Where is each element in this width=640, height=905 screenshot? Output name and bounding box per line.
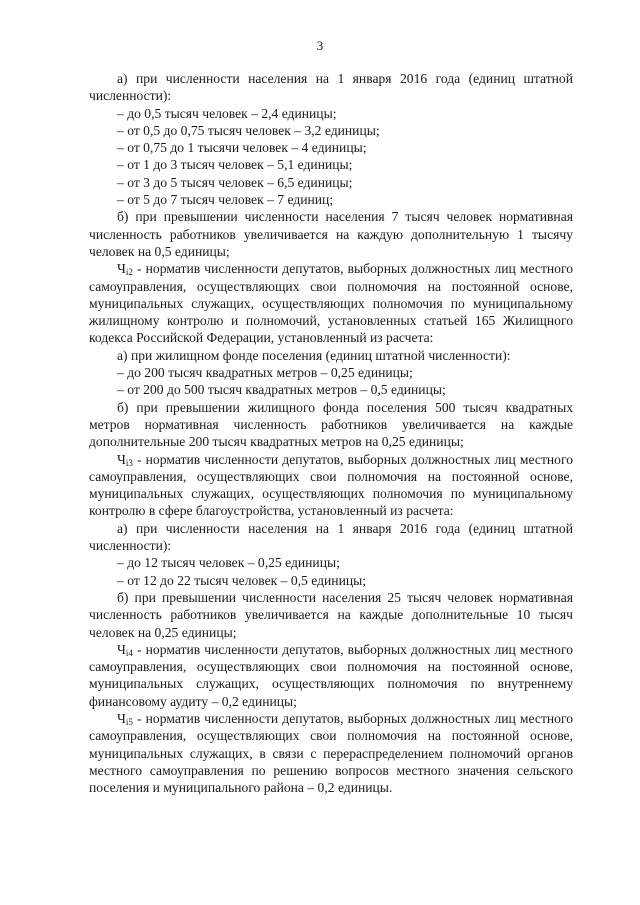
list-item: – от 0,75 до 1 тысячи человек – 4 единицы; xyxy=(117,140,367,156)
page-number: 3 xyxy=(316,38,324,53)
norm-definition-text: - норматив численности депутатов, выборных должностных лиц местного самоуправления, осуществляющих свои полномочия на постоянной основе, муниципальных служащих, осуществляющих полномочия по внутреннему финансовому аудиту – 0,2 единицы; xyxy=(89,641,573,709)
norm-symbol-subscript: i3 xyxy=(125,457,133,468)
norm-symbol: Ч xyxy=(117,261,126,277)
norm-symbol-subscript: i2 xyxy=(125,267,133,278)
norm-symbol-subscript: i4 xyxy=(125,647,133,658)
norm-definition-text: - норматив численности депутатов, выборных должностных лиц местного самоуправления, осуществляющих свои полномочия на постоянной основе, муниципальных служащих, осуществляющих полномочия по муниципальному контролю в сфере благоустройства, установленный из расчета: xyxy=(89,451,573,519)
paragraph: а) при численности населения на 1 января 2016 года (единиц штатной численности): xyxy=(89,71,573,104)
norm-symbol: Ч xyxy=(117,451,126,467)
list-item: – от 5 до 7 тысяч человек – 7 единиц; xyxy=(117,192,334,208)
paragraph: а) при численности населения на 1 января 2016 года (единиц штатной численности): xyxy=(89,520,573,554)
norm-symbol-subscript: i5 xyxy=(125,716,133,727)
paragraph: а) при жилищном фонде поселения (единиц штатной численности): xyxy=(117,347,511,363)
list-item: – от 1 до 3 тысяч человек – 5,1 единицы; xyxy=(117,157,353,173)
norm-definition-paragraph xyxy=(89,641,573,710)
norm-symbol: Ч xyxy=(117,641,126,657)
document-body xyxy=(89,70,573,796)
norm-symbol: Ч xyxy=(117,710,126,726)
list-item: – от 0,5 до 0,75 тысяч человек – 3,2 единицы; xyxy=(117,122,380,138)
list-item: – до 200 тысяч квадратных метров – 0,25 единицы; xyxy=(117,365,413,381)
paragraph: б) при превышении численности населения 25 тысяч человек нормативная численность работников увеличивается на каждые дополнительные 10 тысяч человек на 0,25 единицы; xyxy=(89,589,573,640)
norm-definition-paragraph xyxy=(89,451,573,520)
list-item: – от 12 до 22 тысяч человек – 0,5 единицы; xyxy=(117,572,367,588)
list-item: – до 0,5 тысяч человек – 2,4 единицы; xyxy=(117,105,337,121)
norm-definition-paragraph xyxy=(89,260,573,346)
list-item: – от 200 до 500 тысяч квадратных метров – 0,5 единицы; xyxy=(117,382,446,398)
norm-definition-text: - норматив численности депутатов, выборных должностных лиц местного самоуправления, осуществляющих свои полномочия на постоянной основе, муниципальных служащих, в связи с перераспределением полномочий органов местного самоуправления по решению вопросов местного значения сельского поселения и муниципального района – 0,2 единицы. xyxy=(89,710,573,796)
paragraph: б) при превышении численности населения 7 тысяч человек нормативная численность работников увеличивается на каждую дополнительную 1 тысячу человек на 0,5 единицы; xyxy=(89,209,573,259)
norm-definition-text: - норматив численности депутатов, выборных должностных лиц местного самоуправления, осуществляющих свои полномочия на постоянной основе, муниципальных служащих, осуществляющих полномочия по муниципальному жилищному контролю и полномочий, установленных статьей 165 Жилищного кодекса Российской Федерации, установленный из расчета: xyxy=(89,261,573,346)
norm-definition-paragraph xyxy=(89,710,573,796)
list-item: – от 3 до 5 тысяч человек – 6,5 единицы; xyxy=(117,174,353,190)
paragraph: б) при превышении жилищного фонда поселения 500 тысяч квадратных метров нормативная численность работников увеличивается на каждые дополнительные 200 тысяч квадратных метров на 0,25 единицы; xyxy=(89,399,573,450)
list-item: – до 12 тысяч человек – 0,25 единицы; xyxy=(117,555,340,571)
